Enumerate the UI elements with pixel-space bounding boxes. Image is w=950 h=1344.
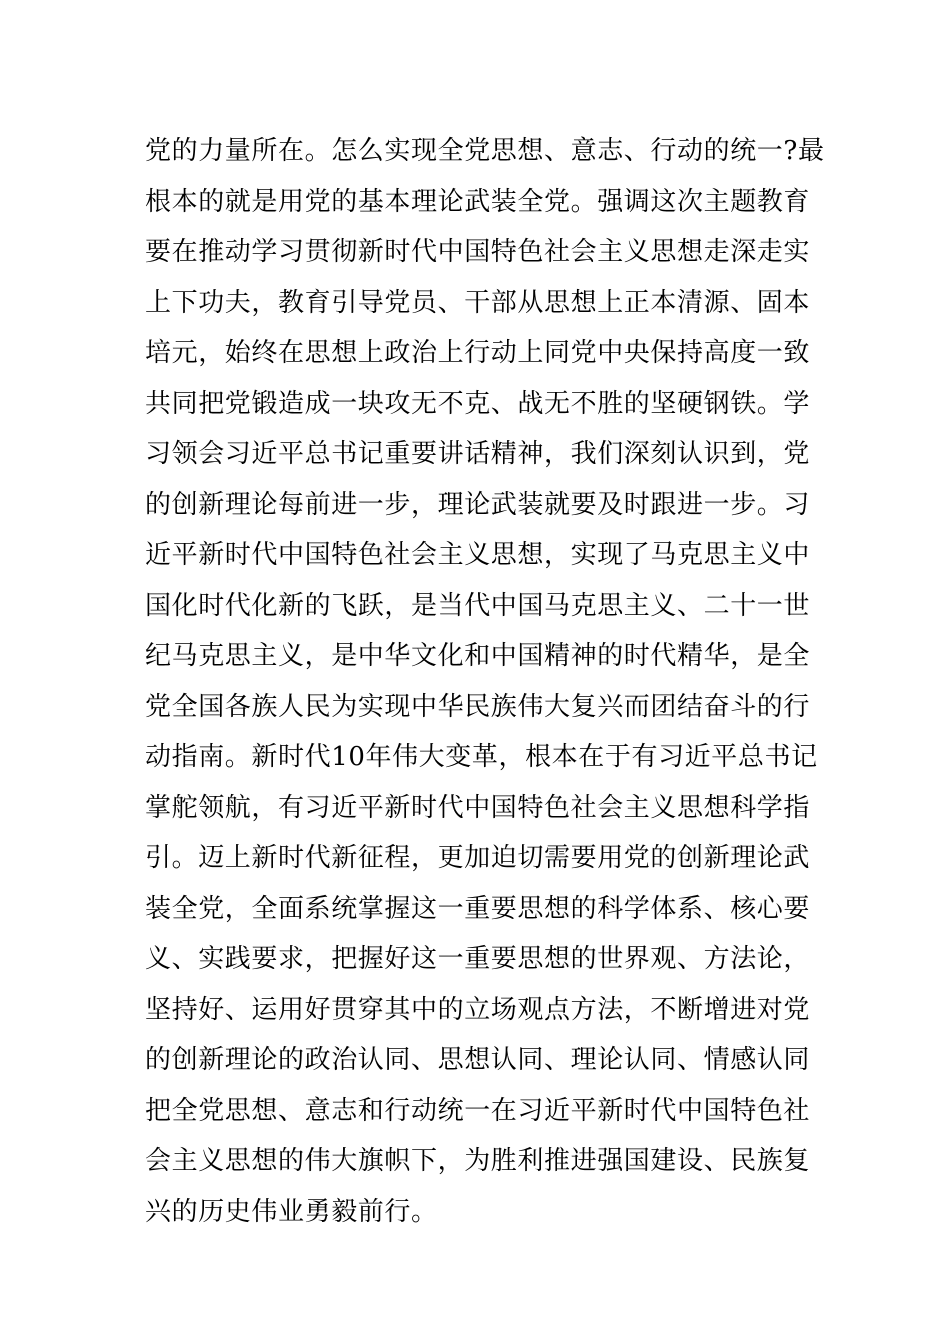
text-line: 要在推动学习贯彻新时代中国特色社会主义思想走深走实: [145, 237, 811, 267]
text-line: 的创新理论的政治认同、思想认同、理论认同、情感认同: [145, 1045, 811, 1075]
text-line: 根本的就是用党的基本理论武装全党。强调这次主题教育: [145, 186, 811, 217]
text-line: 引。迈上新时代新征程，更加迫切需要用党的创新理论武: [145, 843, 811, 873]
text-line: 培元，始终在思想上政治上行动上同党中央保持高度一致: [145, 338, 811, 368]
text-line: 掌舵领航，有习近平新时代中国特色社会主义思想科学指: [145, 792, 811, 823]
body-paragraph: [145, 130, 825, 1241]
text-line: 党全国各族人民为实现中华民族伟大复兴而团结奋斗的行: [145, 691, 811, 722]
text-line: 纪马克思主义，是中华文化和中国精神的时代精华，是全: [145, 641, 811, 671]
text-line: 坚持好、运用好贯穿其中的立场观点方法，不断增进对党: [145, 994, 811, 1025]
text-line: 义、实践要求，把握好这一重要思想的世界观、方法论，: [145, 944, 811, 974]
text-line: 会主义思想的伟大旗帜下，为胜利推进强国建设、民族复: [145, 1146, 811, 1176]
text-line: 近平新时代中国特色社会主义思想，实现了马克思主义中: [145, 540, 811, 570]
text-line: 兴的历史伟业勇毅前行。: [145, 1196, 438, 1227]
text-line: 党的力量所在。怎么实现全党思想、意志、行动的统一?最: [145, 136, 825, 166]
text-line: 习领会习近平总书记重要讲话精神，我们深刻认识到，党: [145, 439, 811, 469]
text-line: 装全党，全面系统掌握这一重要思想的科学体系、核心要: [145, 893, 811, 924]
text-line: 动指南。新时代10年伟大变革，根本在于有习近平总书记: [145, 742, 818, 772]
text-line: 的创新理论每前进一步，理论武装就要及时跟进一步。习: [145, 489, 811, 520]
text-line: 上下功夫，教育引导党员、干部从思想上正本清源、固本: [145, 287, 811, 318]
text-line: 国化时代化新的飞跃，是当代中国马克思主义、二十一世: [145, 590, 811, 621]
text-line: 共同把党锻造成一块攻无不克、战无不胜的坚硬钢铁。学: [145, 388, 811, 419]
text-line: 把全党思想、意志和行动统一在习近平新时代中国特色社: [145, 1095, 811, 1126]
